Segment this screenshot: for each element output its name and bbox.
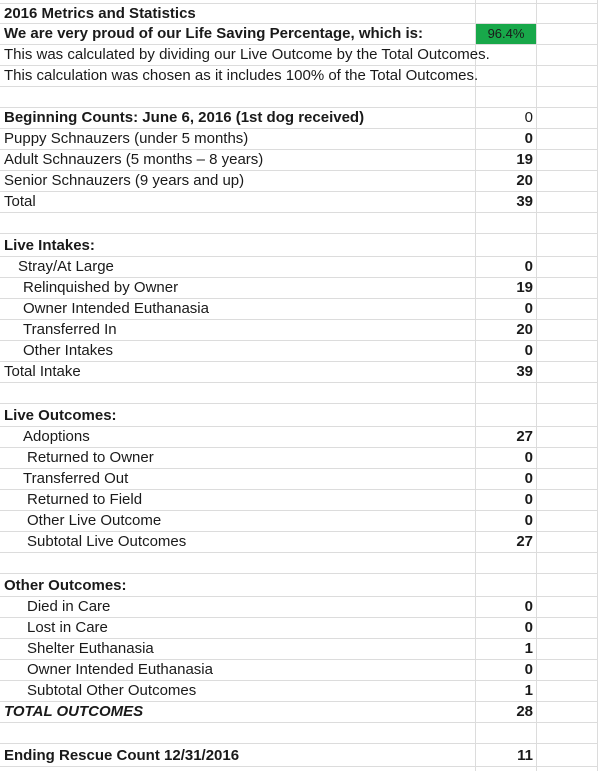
- table-row[interactable]: [0, 427, 598, 448]
- row-value[interactable]: 0: [524, 449, 533, 466]
- row-blank[interactable]: [0, 383, 598, 404]
- row-value[interactable]: 39: [516, 193, 533, 210]
- row-other-outcomes-header[interactable]: [0, 576, 598, 597]
- table-row[interactable]: [0, 129, 598, 150]
- row-value[interactable]: 27: [516, 428, 533, 445]
- row-value[interactable]: 1: [524, 682, 533, 699]
- row-label[interactable]: Returned to Field: [27, 491, 143, 508]
- intakes-header[interactable]: Live Intakes:: [4, 237, 95, 254]
- table-row[interactable]: [0, 469, 598, 490]
- row-live-outcomes-header[interactable]: [0, 406, 598, 427]
- row-label[interactable]: Puppy Schnauzers (under 5 months): [4, 130, 249, 147]
- row-blank[interactable]: [0, 723, 598, 744]
- note-rationale[interactable]: This calculation was chosen as it includes 100% of the Total Outcomes.: [4, 67, 479, 84]
- total-intake-value[interactable]: 39: [516, 363, 533, 380]
- row-note-1[interactable]: [0, 45, 598, 66]
- row-value[interactable]: 19: [516, 151, 533, 168]
- row-blank[interactable]: [0, 87, 598, 108]
- table-row[interactable]: [0, 639, 598, 660]
- table-row[interactable]: [0, 341, 598, 362]
- ending-count-label[interactable]: Ending Rescue Count 12/31/2016: [4, 747, 240, 764]
- table-row[interactable]: [0, 278, 598, 299]
- table-row[interactable]: [0, 299, 598, 320]
- table-row[interactable]: [0, 320, 598, 341]
- row-value[interactable]: 0: [524, 512, 533, 529]
- row-label[interactable]: Transferred In: [23, 321, 117, 338]
- total-outcomes-label[interactable]: TOTAL OUTCOMES: [4, 703, 144, 720]
- total-intake-label[interactable]: Total Intake: [4, 363, 81, 380]
- table-row[interactable]: [0, 448, 598, 469]
- row-value[interactable]: 0: [524, 342, 533, 359]
- table-row[interactable]: [0, 150, 598, 171]
- row-label[interactable]: Lost in Care: [27, 619, 108, 636]
- row-title[interactable]: [0, 3, 598, 24]
- row-value[interactable]: 20: [516, 321, 533, 338]
- row-label[interactable]: Owner Intended Euthanasia: [27, 661, 213, 678]
- row-label[interactable]: Adoptions: [23, 428, 90, 445]
- table-row[interactable]: [0, 257, 598, 278]
- row-label[interactable]: Transferred Out: [23, 470, 129, 487]
- table-row[interactable]: [0, 511, 598, 532]
- table-row[interactable]: [0, 660, 598, 681]
- row-label[interactable]: Other Intakes: [23, 342, 114, 359]
- row-value[interactable]: 20: [516, 172, 533, 189]
- row-value[interactable]: 0: [524, 491, 533, 508]
- table-row[interactable]: [0, 171, 598, 192]
- sheet-title[interactable]: 2016 Metrics and Statistics: [4, 5, 196, 22]
- live-outcomes-header[interactable]: Live Outcomes:: [4, 407, 117, 424]
- row-total-outcomes[interactable]: [0, 702, 598, 723]
- total-outcomes-value[interactable]: 28: [516, 703, 533, 720]
- beginning-header-value[interactable]: 0: [524, 109, 533, 126]
- row-value[interactable]: 0: [524, 619, 533, 636]
- row-label[interactable]: Died in Care: [27, 598, 111, 615]
- table-row[interactable]: [0, 681, 598, 702]
- row-label[interactable]: Returned to Owner: [27, 449, 154, 466]
- table-row[interactable]: [0, 490, 598, 511]
- table-row[interactable]: [0, 618, 598, 639]
- row-value[interactable]: 1: [524, 640, 533, 657]
- row-label[interactable]: Total: [4, 193, 36, 210]
- row-value[interactable]: 19: [516, 279, 533, 296]
- row-label[interactable]: Relinquished by Owner: [23, 279, 179, 296]
- row-beginning-header[interactable]: [0, 108, 598, 129]
- other-outcomes-header[interactable]: Other Outcomes:: [4, 577, 127, 594]
- row-value[interactable]: 0: [524, 300, 533, 317]
- table-row[interactable]: [0, 597, 598, 618]
- row-label[interactable]: Senior Schnauzers (9 years and up): [4, 172, 245, 189]
- row-value[interactable]: 0: [524, 258, 533, 275]
- row-blank[interactable]: [0, 553, 598, 574]
- row-label[interactable]: Owner Intended Euthanasia: [23, 300, 209, 317]
- row-value[interactable]: 27: [516, 533, 533, 550]
- row-label[interactable]: Subtotal Live Outcomes: [27, 533, 187, 550]
- row-label[interactable]: Stray/At Large: [18, 258, 114, 275]
- row-label[interactable]: Adult Schnauzers (5 months – 8 years): [4, 151, 264, 168]
- row-value[interactable]: 0: [524, 661, 533, 678]
- life-saving-value[interactable]: 96.4%: [476, 24, 536, 44]
- row-value[interactable]: 0: [524, 130, 533, 147]
- table-row[interactable]: [0, 192, 598, 213]
- row-label[interactable]: Shelter Euthanasia: [27, 640, 154, 657]
- life-saving-label[interactable]: We are very proud of our Life Saving Percentage, which is:: [4, 25, 423, 42]
- beginning-header[interactable]: Beginning Counts: June 6, 2016 (1st dog received): [4, 109, 365, 126]
- row-life-saving[interactable]: [0, 24, 598, 45]
- table-row[interactable]: [0, 362, 598, 383]
- note-calculation[interactable]: This was calculated by dividing our Live Outcome by the Total Outcomes.: [4, 46, 490, 63]
- row-ending[interactable]: [0, 746, 598, 767]
- row-label[interactable]: Other Live Outcome: [27, 512, 162, 529]
- row-label[interactable]: Subtotal Other Outcomes: [27, 682, 197, 699]
- row-value[interactable]: 0: [524, 598, 533, 615]
- row-note-2[interactable]: [0, 66, 598, 87]
- ending-count-value[interactable]: 11: [517, 747, 533, 764]
- row-value[interactable]: 0: [524, 470, 533, 487]
- row-blank[interactable]: [0, 213, 598, 234]
- table-row[interactable]: [0, 532, 598, 553]
- row-intakes-header[interactable]: [0, 236, 598, 257]
